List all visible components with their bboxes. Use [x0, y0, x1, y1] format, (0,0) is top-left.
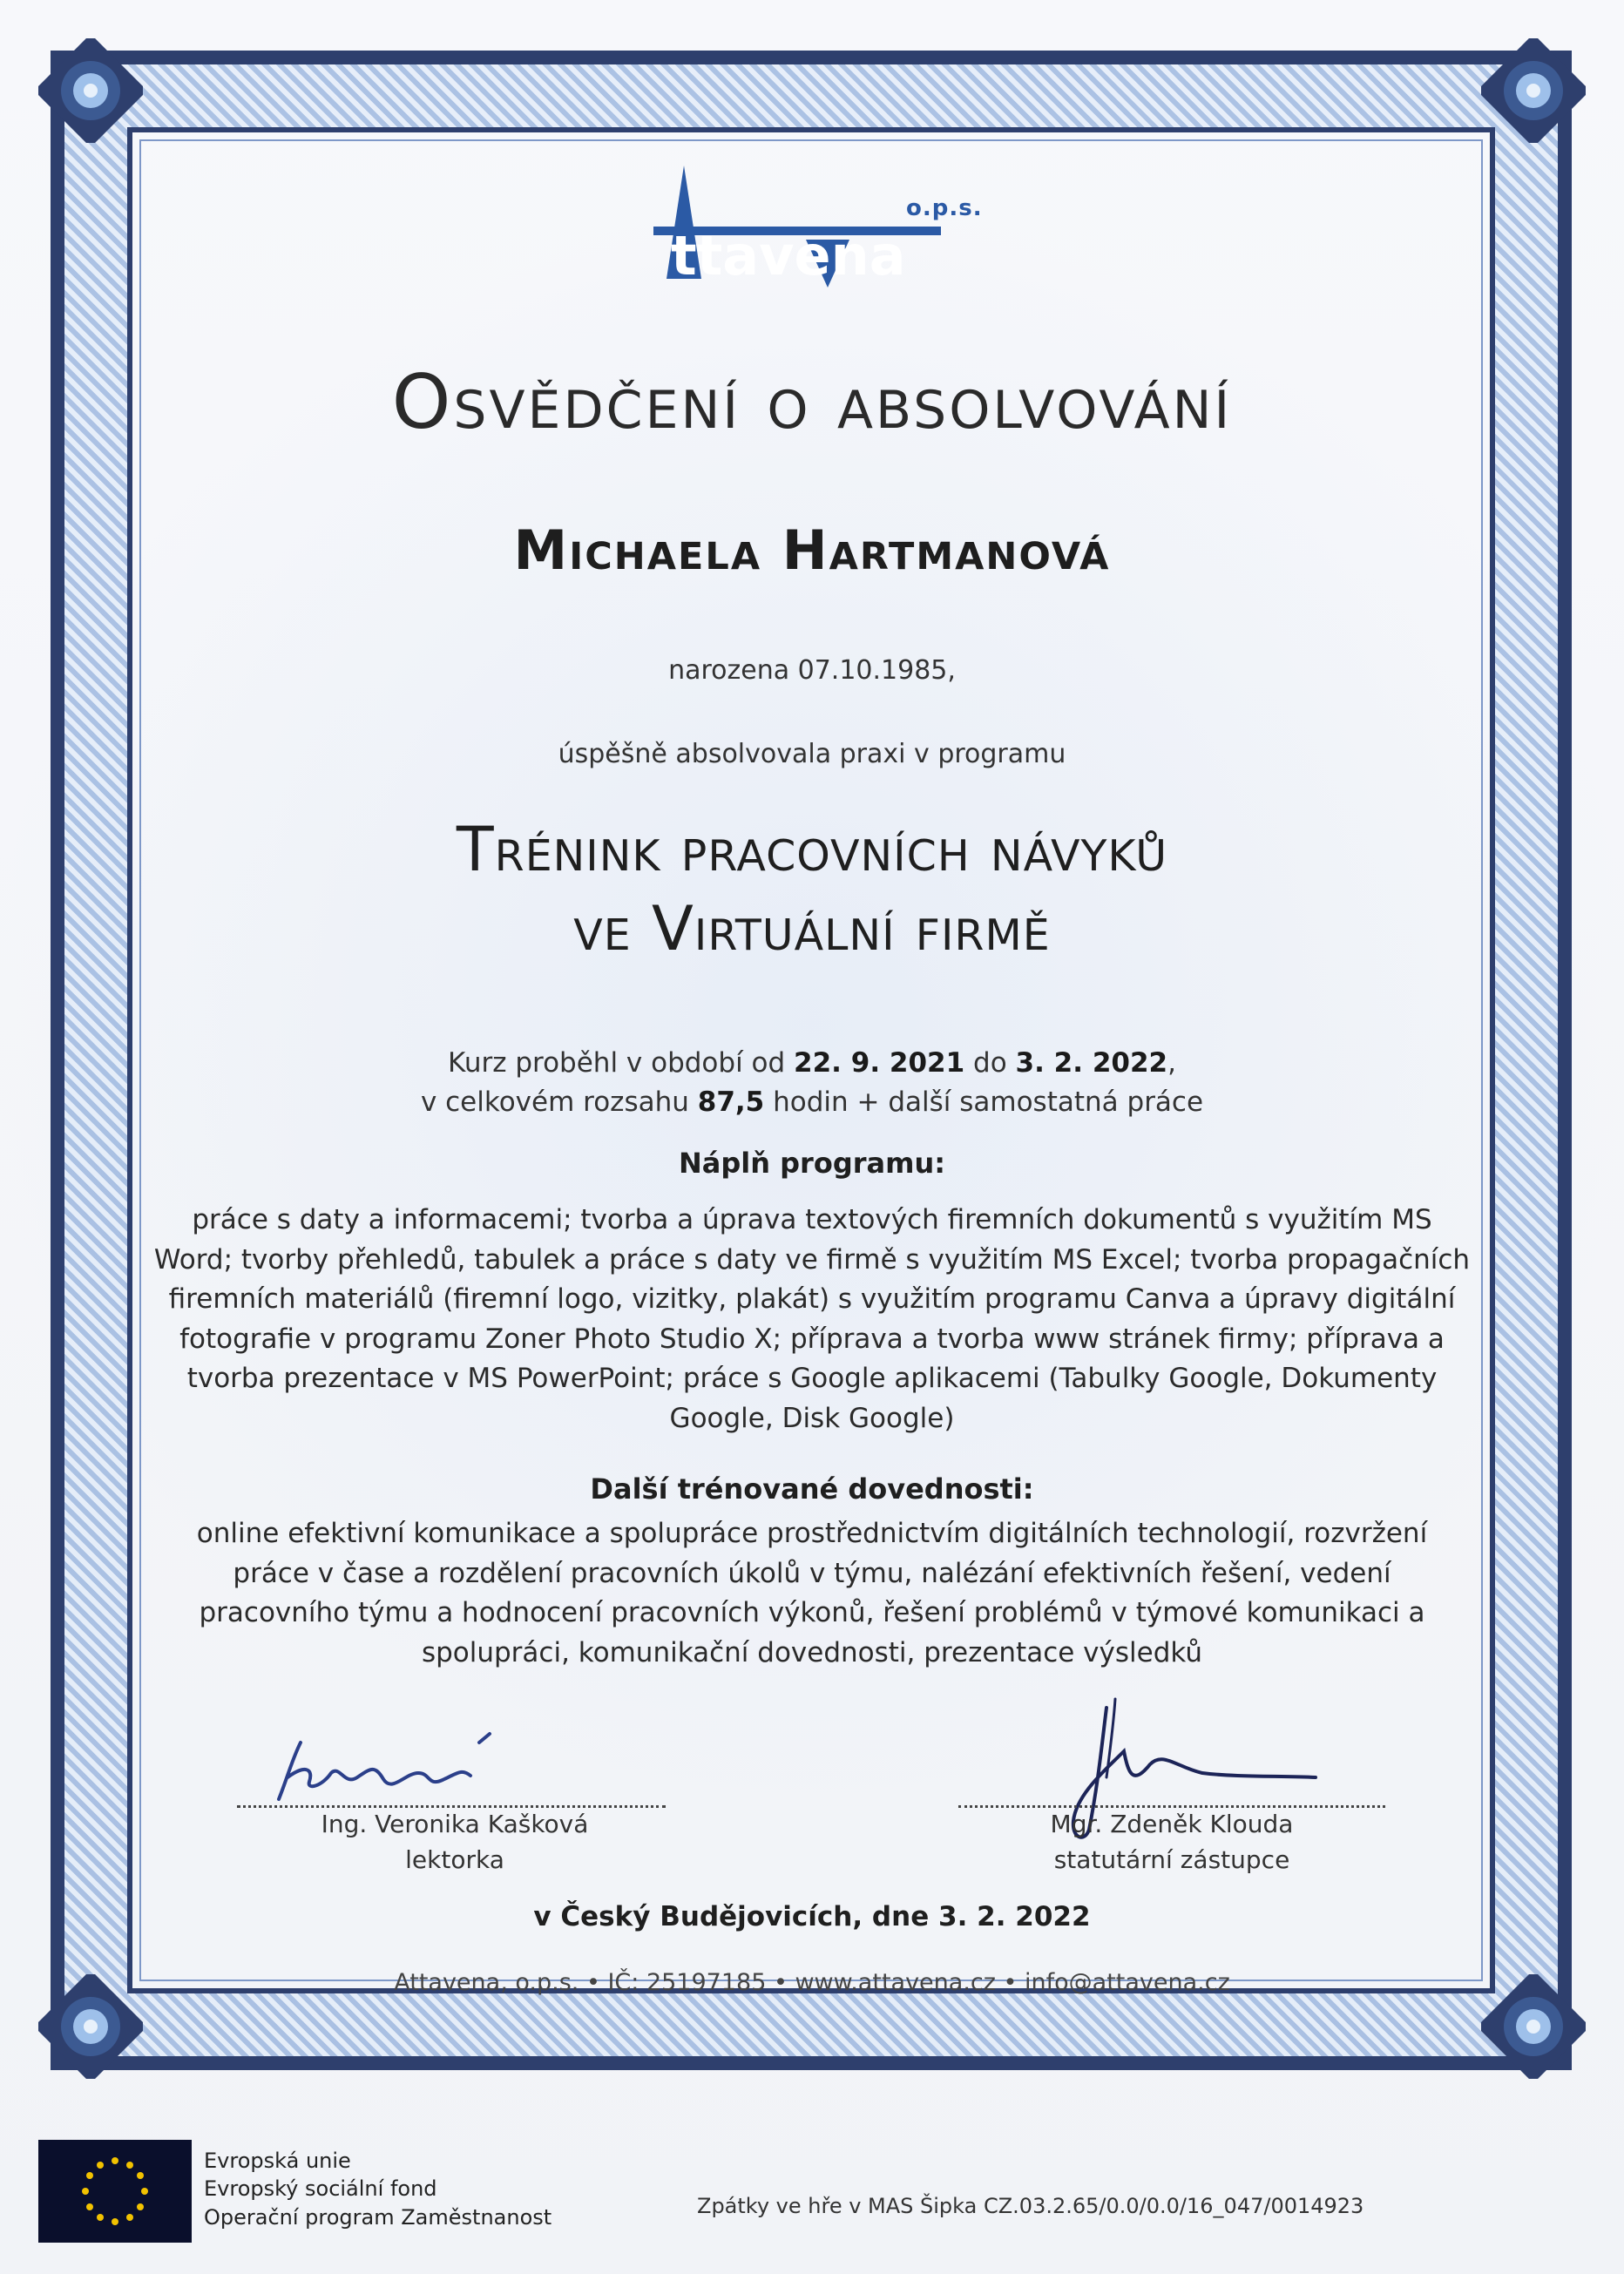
skills-text: online efektivní komunikace a spolupráce prostřednictvím digitálních technologií, rozvržení práce v čase a rozdělení pracovních úkolů v týmu, nalézání efektivních řešení, vedení pracovního týmu a hodnocení pracovních výkonů, řešení problémů v týmové komunikaci a spolupráci, komunikační dovednosti, prezentace výsledků: [196, 1518, 1428, 1668]
eu-program-text: [204, 2147, 551, 2231]
corner-ornament-icon: [38, 38, 143, 143]
program-line-1: Trénink pracovních návyků: [456, 814, 1168, 885]
course-info: [157, 1044, 1467, 1122]
svg-text:ttavena: ttavena: [671, 224, 906, 288]
place-and-date: v Český Budějovicích, dne 3. 2. 2022: [533, 1901, 1091, 1932]
completion-statement: úspěšně absolvovala praxi v programu: [558, 739, 1066, 769]
corner-ornament-icon: [38, 1974, 143, 2079]
course-after: ,: [1167, 1047, 1176, 1079]
course-mid: do: [964, 1047, 1016, 1079]
signatory-left: [237, 1807, 673, 1878]
signatory-right-name: Mgr. Zdeněk Klouda: [1050, 1810, 1294, 1838]
project-reference: Zpátky ve hře v MAS Šipka CZ.03.2.65/0.0/0.0/16_047/0014923: [697, 2194, 1364, 2218]
program-line-2: ve Virtuální firmě: [573, 893, 1051, 964]
course-date-to: 3. 2. 2022: [1015, 1047, 1168, 1079]
corner-ornament-icon: [1481, 38, 1586, 143]
signatory-right-role: statutární zástupce: [1053, 1844, 1290, 1874]
signatory-right: [958, 1807, 1385, 1878]
eu-line-1: Evropská unie: [204, 2149, 351, 2173]
eu-flag-icon: [38, 2140, 192, 2243]
course-date-from: 22. 9. 2021: [794, 1047, 965, 1079]
course-hours: 87,5: [697, 1086, 765, 1118]
organization-contact: Attavena, o.p.s. • IČ: 25197185 • www.attavena.cz • info@attavena.cz: [394, 1969, 1230, 1996]
logo-suffix: o.p.s.: [906, 195, 983, 221]
skills-heading: Další trénované dovednosti:: [590, 1472, 1034, 1506]
signatory-left-name: Ing. Veronika Kašková: [321, 1810, 589, 1838]
birth-date: narozena 07.10.1985,: [668, 655, 956, 686]
signature-left-icon: [261, 1725, 514, 1812]
attavena-logo-icon: [645, 157, 993, 296]
program-content-heading: Náplň programu:: [678, 1147, 946, 1180]
program-name: [157, 810, 1467, 969]
course-scope-prefix: v celkovém rozsahu: [420, 1086, 698, 1118]
recipient-name: Michaela Hartmanová: [513, 518, 1111, 582]
corner-ornament-icon: [1481, 1974, 1586, 2079]
signatory-left-role: lektorka: [405, 1844, 504, 1874]
certificate-title: Osvědčení o absolvování: [391, 359, 1233, 446]
course-scope-suffix: hodin + další samostatná práce: [764, 1086, 1204, 1118]
course-period: [157, 1044, 1467, 1083]
program-content-text: práce s daty a informacemi; tvorba a úprava textových firemních dokumentů s využitím MS Word; tvorby přehledů, tabulek a práce s daty ve firmě s využitím MS Excel; tvorba propagačních firemních materiálů (firemní logo, vizitky, plakát) s využitím programu Canva a úpravy digitální fotografie v programu Zoner Photo Studio X; příprava a tvorba www stránek firmy; příprava a tvorba prezentace v MS PowerPoint; práce s Google aplikacemi (Tabulky Google, Dokumenty Google, Disk Google): [153, 1204, 1471, 1434]
course-scope: [157, 1083, 1467, 1122]
course-prefix: Kurz proběhl v období od: [448, 1047, 795, 1079]
eu-line-3: Operační program Zaměstnanost: [204, 2204, 552, 2230]
eu-line-2: Evropský sociální fond: [204, 2176, 437, 2202]
